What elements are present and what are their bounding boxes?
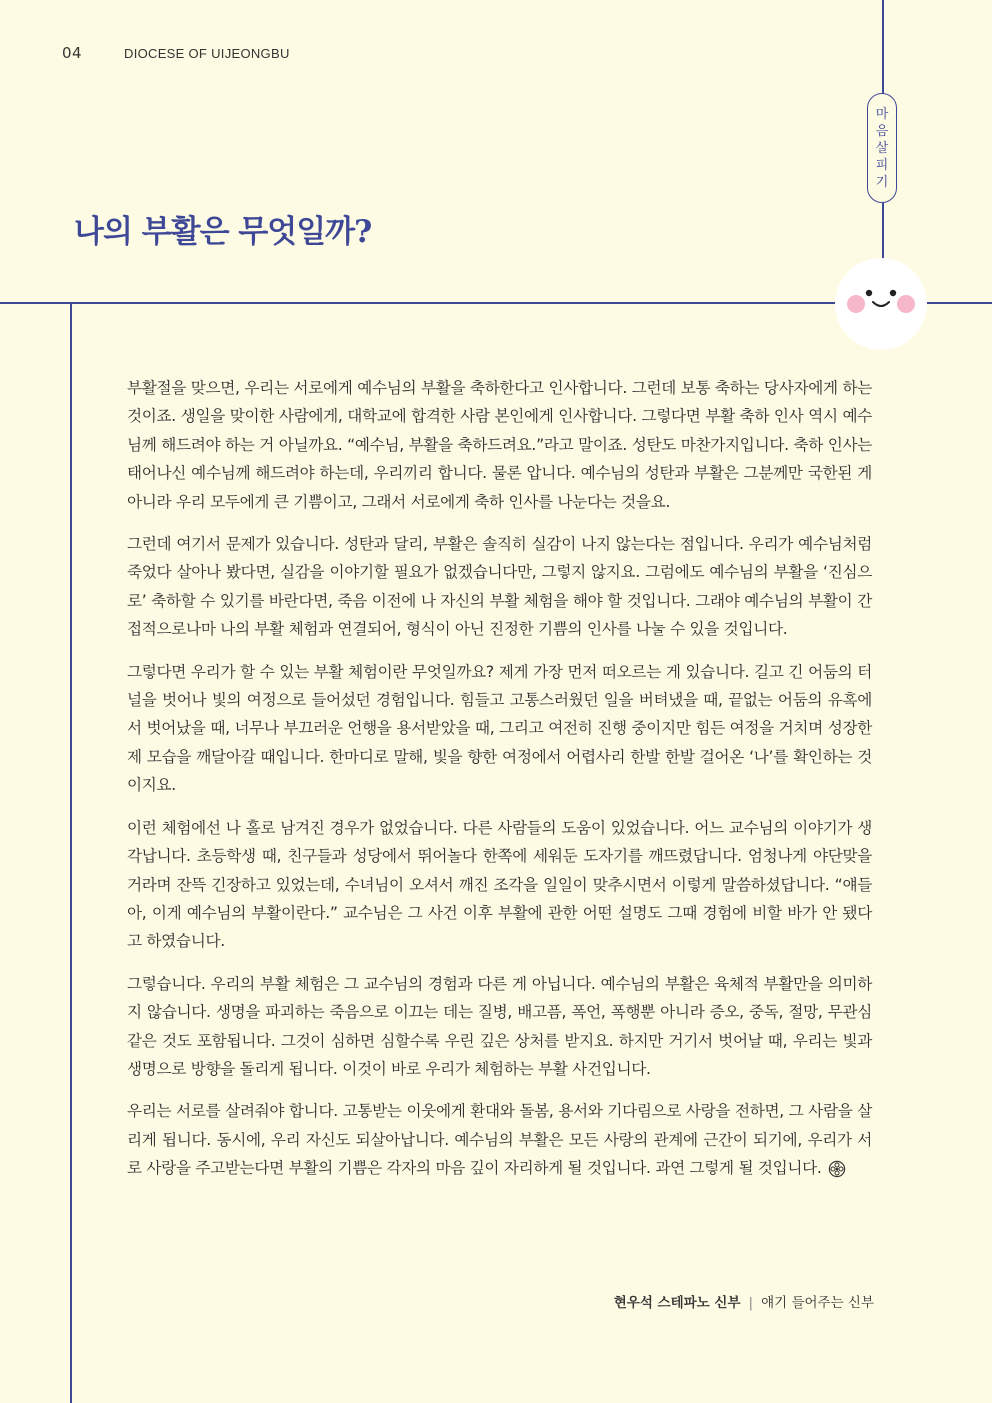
section-tab [867,93,897,203]
paragraph: 이런 체험에선 나 홀로 남겨진 경우가 없었습니다. 다른 사람들의 도움이 있었습니다. 어느 교수님의 이야기가 생각납니다. 초등학생 때, 친구들과 성당에서 뛰어놀다 한쪽에 세워둔 도자기를 깨뜨렸답니다. 엄청나게 야단맞을 거라며 잔뜩 긴장하고 있었는데, 수녀님이 오셔서 깨진 조각을 일일이 맞추시면서 이렇게 말씀하셨답니다. “얘들아, 이게 예수님의 부활이란다.” 교수님은 그 사건 이후 부활에 관한 어떤 설명도 그때 경험에 비할 바가 안 됐다고 하였습니다. [127,818,872,951]
section-tab-char: 피 [875,157,889,173]
publication-name: DIOCESE OF UIJEONGBU [124,46,290,61]
author-name: 현우석 스테파노 신부 [613,1295,741,1311]
section-tab-char: 음 [875,123,889,139]
byline-separator: | [748,1295,754,1311]
paragraph: 그런데 여기서 문제가 있습니다. 성탄과 달리, 부활은 솔직히 실감이 나지 않는다는 점입니다. 우리가 예수님처럼 죽었다 살아나 봤다면, 실감을 이야기할 필요가 없겠습니다만, 그렇지 않지요. 그럼에도 예수님의 부활을 ‘진심으로’ 축하할 수 있기를 바란다면, 죽음 이전에 나 자신의 부활 체험을 해야 할 것입니다. 그래야 예수님의 부활이 간접적으로나마 나의 부활 체험과 연결되어, 형식이 아닌 진정한 기쁨의 인사를 나눌 수 있을 것입니다. [127,535,872,639]
article-body [127,374,872,1197]
section-tab-char: 기 [875,174,889,190]
paragraph: 그렇습니다. 우리의 부활 체험은 그 교수님의 경험과 다른 게 아닙니다. 예수님의 부활은 육체적 부활만을 의미하지 않습니다. 생명을 파괴하는 죽음으로 이끄는 데는 질병, 배고픔, 폭언, 폭행뿐 아니라 증오, 중독, 절망, 무관심 같은 것도 포함됩니다. 그것이 심하면 심할수록 우린 깊은 상처를 받지요. 하지만 거기서 벗어날 때, 우리는 빛과 생명으로 방향을 돌리게 됩니다. 이것이 바로 우리가 체험하는 부활 사건입니다. [127,974,872,1078]
section-tab-char: 마 [875,106,889,122]
smiling-face-icon [833,256,929,352]
section-tab-char: 살 [875,140,889,156]
final-paragraph [127,1097,872,1182]
decorative-vertical-rule-left [70,304,72,1403]
paragraph: 부활절을 맞으면, 우리는 서로에게 예수님의 부활을 축하한다고 인사합니다. 그런데 보통 축하는 당사자에게 하는 것이죠. 생일을 맞이한 사람에게, 대학교에 합격한 사람 본인에게 인사합니다. 그렇다면 부활 축하 인사 역시 예수님께 해드려야 하는 거 아닐까요. “예수님, 부활을 축하드려요.”라고 말이죠. 성탄도 마찬가지입니다. 축하 인사는 태어나신 예수님께 해드려야 하는데, 우리끼리 합니다. 물론 압니다. 예수님의 성탄과 부활은 그분께만 국한된 게 아니라 우리 모두에게 큰 기쁨이고, 그래서 서로에게 축하 인사를 나눈다는 것을요. [127,379,872,511]
page-number: 04 [62,44,83,62]
article-title: 나의 부활은 무엇일까? [74,214,372,250]
paragraph-text: 우리는 서로를 살려줘야 합니다. 고통받는 이웃에게 환대와 돌봄, 용서와 기다림으로 사랑을 전하면, 그 사람을 살리게 됩니다. 동시에, 우리 자신도 되살아납니다. 예수님의 부활은 모든 사랑의 관계에 근간이 되기에, 우리가 서로 사랑을 주고받는다면 부활의 기쁨은 각자의 마음 깊이 자리하게 될 것입니다. 과연 그렇게 될 것입니다. [127,1102,872,1178]
flower-ornament-icon [828,1160,846,1178]
paragraph: 그렇다면 우리가 할 수 있는 부활 체험이란 무엇일까요? 제게 가장 먼저 떠오르는 게 있습니다. 길고 긴 어둠의 터널을 벗어나 빛의 여정으로 들어섰던 경험입니다. 힘들고 고통스러웠던 일을 버텨냈을 때, 끝없는 어둠의 유혹에서 벗어났을 때, 너무나 부끄러운 언행을 용서받았을 때, 그리고 여전히 진행 중이지만 힘든 여정을 거치며 성장한 제 모습을 깨달아갈 때입니다. 한마디로 말해, 빛을 향한 여정에서 어렵사리 한발 한발 걸어온 ‘나’를 확인하는 것이지요. [127,662,872,795]
byline [614,1291,874,1311]
author-role: 얘기 들어주는 신부 [761,1295,874,1311]
